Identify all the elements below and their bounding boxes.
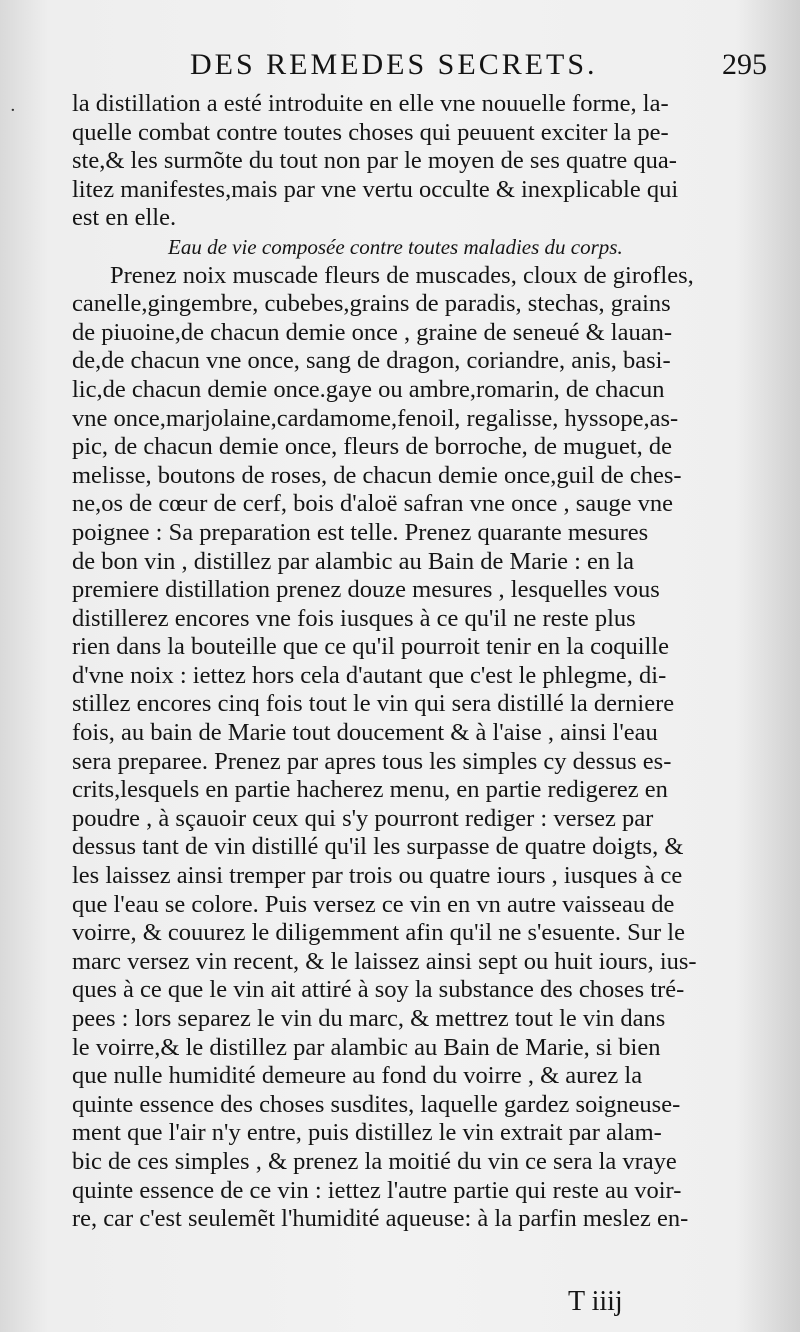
text-line: crits,lesquels en partie hacherez menu, en partie redigerez en [72,776,668,804]
text-line: poignee : Sa preparation est telle. Prenez quarante mesures [72,518,649,546]
text-line: que l'eau se colore. Puis versez ce vin en vn autre vaisseau de [72,890,675,918]
text-line: ment que l'air n'y entre, puis distillez le vin extrait par alam- [72,1119,662,1147]
recipe-paragraph [72,262,772,1234]
text-line: vne once,marjolaine,cardamome,fenoil, regalisse, hyssope,as- [72,404,679,432]
text-line: litez manifestes,mais par vne vertu occulte & inexplicable qui [72,175,679,203]
text-line: la distillation a esté introduite en elle vne nouuelle forme, la- [72,90,669,117]
text-line: ste,& les surmõte du tout non par le moyen de ses quatre qua- [72,147,677,175]
text-line: quinte essence de ce vin : iettez l'autre partie qui reste au voir- [72,1176,682,1204]
text-line: lic,de chacun demie once.gaye ou ambre,romarin, de chacun [72,375,665,403]
text-line: marc versez vin recent, & le laissez ainsi sept ou huit iours, ius- [72,947,697,975]
text-line: Prenez noix muscade fleurs de muscades, cloux de girofles, [110,261,694,289]
text-line: fois, au bain de Marie tout doucement & à l'aise , ainsi l'eau [72,719,658,747]
text-line: premiere distillation prenez douze mesures , lesquelles vous [72,576,660,604]
text-line: de bon vin , distillez par alambic au Bain de Marie : en la [72,547,634,575]
text-line: d'vne noix : iettez hors cela d'autant que c'est le phlegme, di- [72,661,667,689]
text-line: dessus tant de vin distillé qu'il les surpasse de quatre doigts, & [72,833,684,861]
text-line: rien dans la bouteille que ce qu'il pourroit tenir en la coquille [72,633,669,661]
page-number: 295 [722,48,767,81]
text-line: quinte essence des choses susdites, laquelle gardez soigneuse- [72,1090,681,1118]
text-line: est en elle. [72,204,177,232]
text-line: pic, de chacun demie once, fleurs de borroche, de muguet, de [72,433,672,461]
text-line: re, car c'est seulemẽt l'humidité aqueuse: à la parfin meslez en- [72,1205,689,1233]
body-text [72,90,772,1234]
text-line: ne,os de cœur de cerf, bois d'aloë safran vne once , sauge vne [72,490,674,518]
text-line: que nulle humidité demeure au fond du voirre , & aurez la [72,1062,643,1090]
text-line: ques à ce que le vin ait attiré à soy la substance des choses tré- [72,976,685,1004]
text-line: melisse, boutons de roses, de chacun demie once,guil de ches- [72,461,682,489]
text-line: canelle,gingembre, cubebes,grains de paradis, stechas, grains [72,290,671,318]
running-title: DES REMEDES SECRETS. [190,48,598,81]
text-line: le voirre,& le distillez par alambic au Bain de Marie, si bien [72,1033,661,1061]
text-line: quelle combat contre toutes choses qui peuuent exciter la pe- [72,118,669,146]
running-head [0,48,800,88]
text-line: de,de chacun vne once, sang de dragon, coriandre, anis, basi- [72,347,671,375]
text-line: distillerez encores vne fois iusques à ce qu'il ne reste plus [72,604,636,632]
text-line: pees : lors separez le vin du marc, & mettrez tout le vin dans [72,1005,666,1032]
text-line: de piuoine,de chacun demie once , graine de seneué & lauan- [72,318,672,346]
section-heading: Eau de vie composée contre toutes maladies du corps. [168,234,623,259]
intro-paragraph [72,90,772,233]
signature-mark: T iiij [568,1286,623,1317]
margin-mark: · [10,100,16,121]
text-line: sera preparee. Prenez par apres tous les simples cy dessus es- [72,747,672,775]
text-line: les laissez ainsi tremper par trois ou quatre iours , iusques à ce [72,862,683,890]
text-line: poudre , à sçauoir ceux qui s'y pourront rediger : versez par [72,804,654,832]
text-line: voirre, & couurez le diligemment afin qu'il ne s'esuente. Sur le [72,919,685,947]
text-line: bic de ces simples , & prenez la moitié du vin ce sera la vraye [72,1147,677,1175]
text-line: stillez encores cinq fois tout le vin qui sera distillé la derniere [72,690,675,718]
